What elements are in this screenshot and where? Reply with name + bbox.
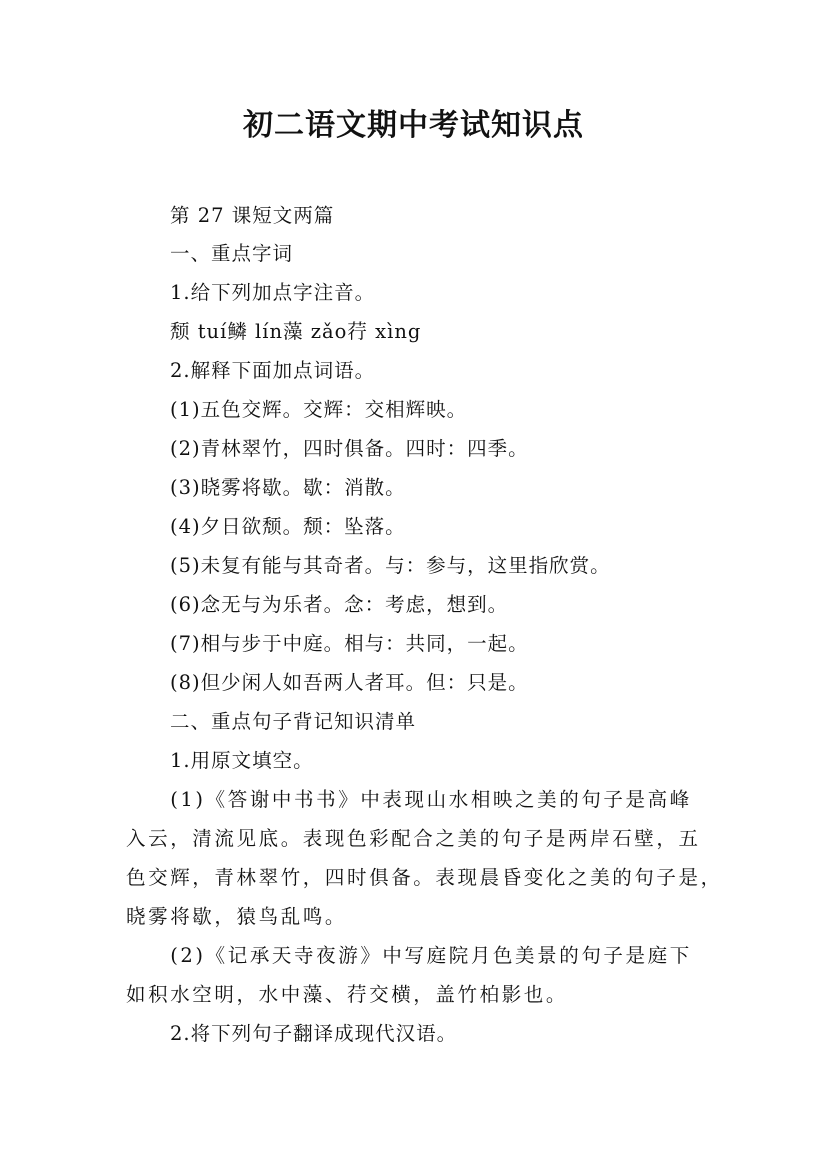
lesson-heading: 第 27 课短文两篇	[170, 204, 335, 227]
paragraph-2-line: (2)《记承天寺夜游》中写庭院月色美景的句子是庭下	[126, 944, 692, 967]
definition-item: (3)晓雾将歇。歇：消散。	[170, 476, 406, 499]
question-1-heading: 1.给下列加点字注音。	[170, 281, 376, 304]
section-heading-key-words: 一、重点字词	[170, 242, 294, 265]
paragraph-1-line: 入云，清流见底。表现色彩配合之美的句子是两岸石壁，五	[126, 827, 701, 850]
document-title: 初二语文期中考试知识点	[243, 108, 584, 143]
definition-item: (7)相与步于中庭。相与：共同，一起。	[170, 632, 529, 655]
question-2-heading: 2.解释下面加点词语。	[170, 359, 376, 382]
paragraph-1-line: 晓雾将歇，猿鸟乱鸣。	[126, 905, 348, 928]
paragraph-1-line: (1)《答谢中书书》中表现山水相映之美的句子是高峰	[126, 788, 692, 811]
definition-item: (6)念无与为乐者。念：考虑，想到。	[170, 593, 509, 616]
fill-in-heading: 1.用原文填空。	[170, 749, 314, 772]
definition-item: (8)但少闲人如吾两人者耳。但：只是。	[170, 671, 529, 694]
definition-item: (2)青林翠竹，四时俱备。四时：四季。	[170, 437, 529, 460]
paragraph-2-line: 如积水空明，水中藻、荇交横，盖竹柏影也。	[126, 983, 569, 1006]
paragraph-1-line: 色交辉，青林翠竹，四时俱备。表现晨昏变化之美的句子是，	[126, 866, 723, 889]
translation-heading: 2.将下列句子翻译成现代汉语。	[170, 1022, 458, 1045]
section-heading-key-sentences: 二、重点句子背记知识清单	[170, 710, 417, 733]
definition-item: (1)五色交辉。交辉：交相辉映。	[170, 398, 468, 421]
definition-item: (4)夕日欲颓。颓：坠落。	[170, 515, 406, 538]
definition-item: (5)未复有能与其奇者。与：参与，这里指欣赏。	[170, 554, 611, 577]
pinyin-line: 颓 tuí鳞 lín藻 zǎo荇 xìng	[170, 320, 422, 343]
